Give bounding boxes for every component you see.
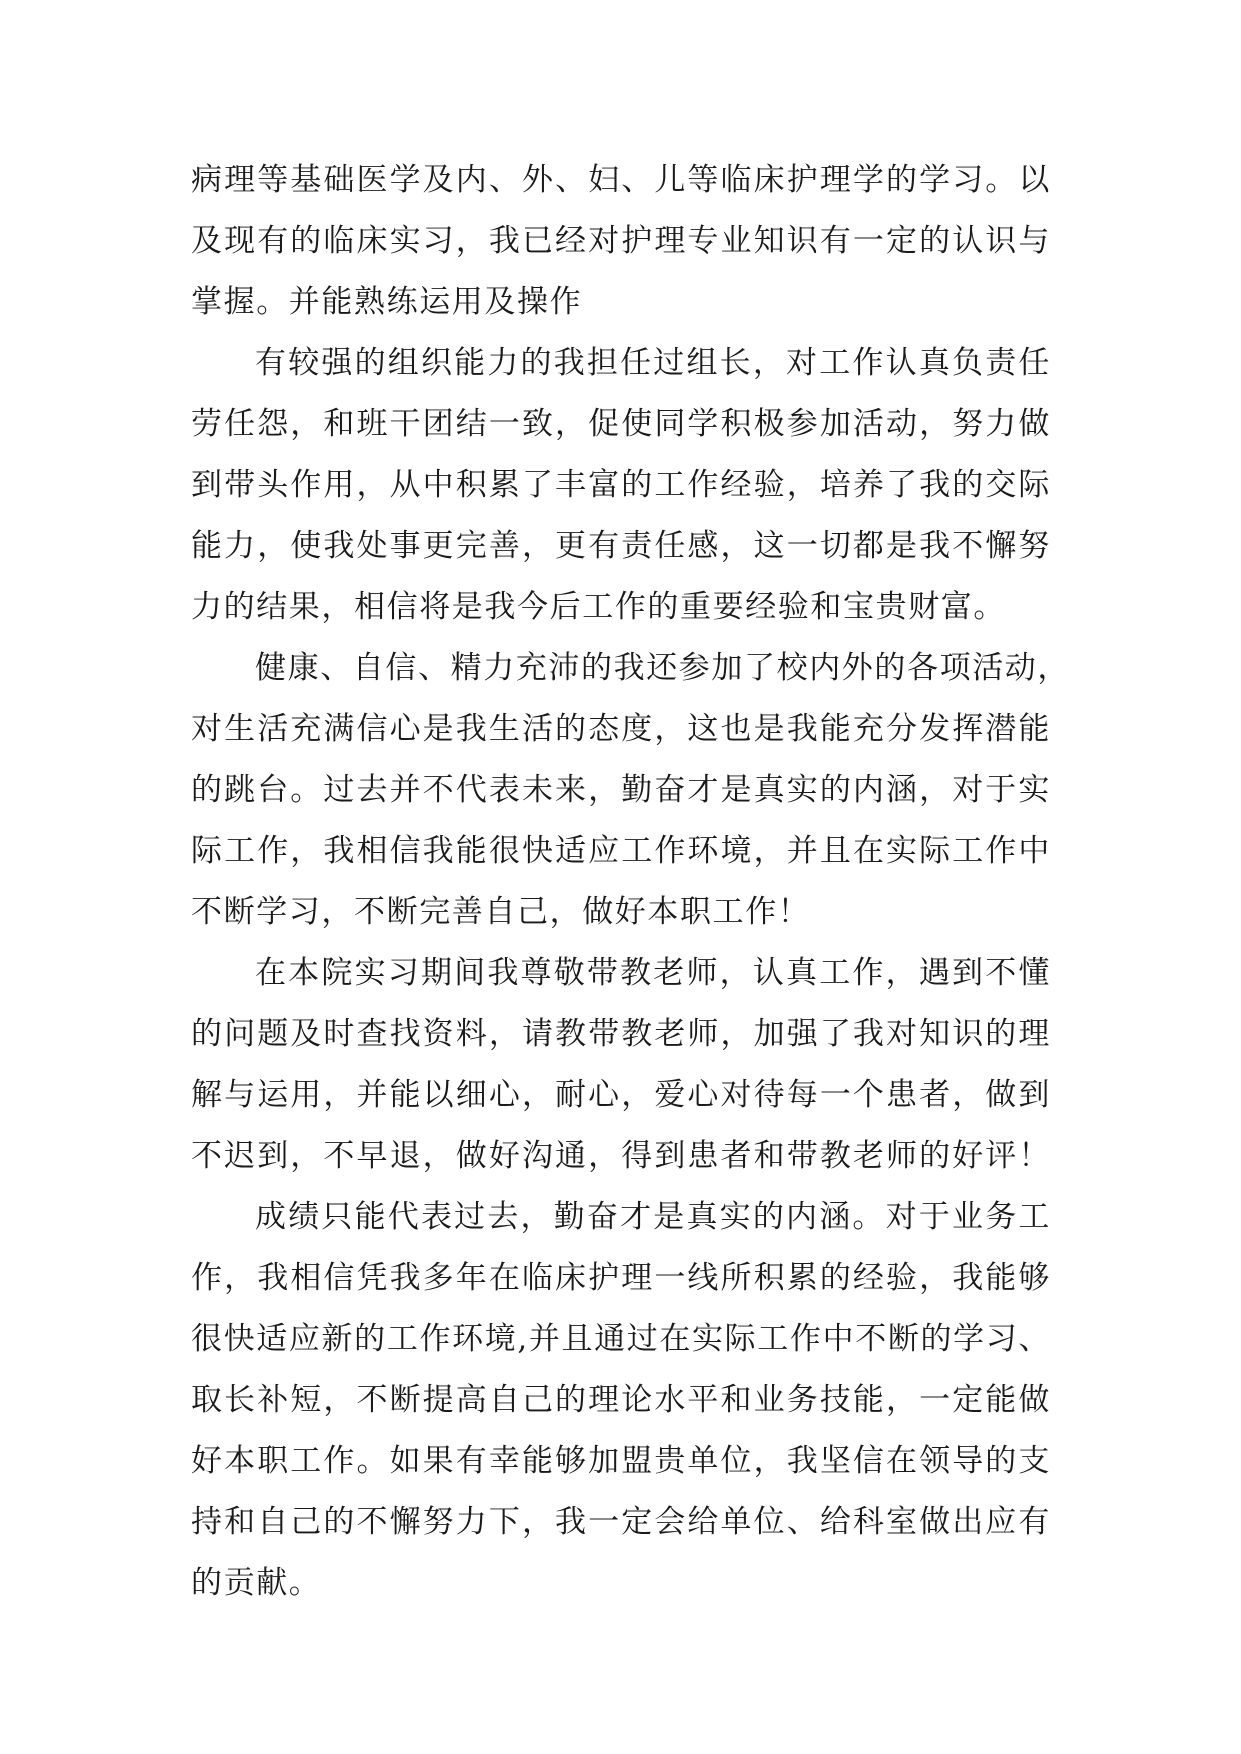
text-line: 在本院实习期间我尊敬带教老师，认真工作，遇到不懂 <box>255 955 1051 991</box>
paragraph-3 <box>191 638 1070 943</box>
text-line: 病理等基础医学及内、外、妇、儿等临床护理学的学习。以 <box>191 162 1051 198</box>
text-line: 好本职工作。如果有幸能够加盟贵单位，我坚信在领导的支 <box>191 1443 1051 1479</box>
text-line: 作，我相信凭我多年在临床护理一线所积累的经验，我能够 <box>191 1260 1051 1296</box>
text-line: 有较强的组织能力的我担任过组长，对工作认真负责任 <box>255 345 1051 381</box>
text-line: 健康、自信、精力充沛的我还参加了校内外的各项活动， <box>255 650 1070 686</box>
text-line: 能力，使我处事更完善，更有责任感，这一切都是我不懈努 <box>191 528 1051 564</box>
text-line: 不迟到，不早退，做好沟通，得到患者和带教老师的好评！ <box>191 1138 1051 1174</box>
document-body <box>191 150 1070 1614</box>
text-line: 很快适应新的工作环境,并且通过在实际工作中不断的学习、 <box>191 1321 1051 1357</box>
text-line: 际工作，我相信我能很快适应工作环境，并且在实际工作中 <box>191 833 1051 869</box>
paragraph-5 <box>191 1187 1051 1614</box>
text-line: 持和自己的不懈努力下，我一定会给单位、给科室做出应有 <box>191 1504 1051 1540</box>
text-line: 解与运用，并能以细心，耐心，爱心对待每一个患者，做到 <box>191 1077 1051 1113</box>
paragraph-4 <box>191 943 1051 1187</box>
text-line: 劳任怨，和班干团结一致，促使同学积极参加活动，努力做 <box>191 406 1051 442</box>
paragraph-2 <box>191 333 1051 638</box>
text-line: 力的结果，相信将是我今后工作的重要经验和宝贵财富。 <box>191 589 1006 625</box>
text-line: 的问题及时查找资料，请教带教老师，加强了我对知识的理 <box>191 1016 1051 1052</box>
text-line: 不断学习，不断完善自己，做好本职工作！ <box>191 894 811 930</box>
text-line: 取长补短，不断提高自己的理论水平和业务技能，一定能做 <box>191 1382 1051 1418</box>
text-line: 成绩只能代表过去，勤奋才是真实的内涵。对于业务工 <box>255 1199 1051 1235</box>
text-line: 到带头作用，从中积累了丰富的工作经验，培养了我的交际 <box>191 467 1051 503</box>
text-line: 的跳台。过去并不代表未来，勤奋才是真实的内涵，对于实 <box>191 772 1051 808</box>
paragraph-1 <box>191 150 1051 333</box>
text-line: 对生活充满信心是我生活的态度，这也是我能充分发挥潜能 <box>191 711 1051 747</box>
text-line: 掌握。并能熟练运用及操作 <box>191 284 583 320</box>
text-line: 的贡献。 <box>191 1565 322 1601</box>
text-line: 及现有的临床实习，我已经对护理专业知识有一定的认识与 <box>191 223 1051 259</box>
